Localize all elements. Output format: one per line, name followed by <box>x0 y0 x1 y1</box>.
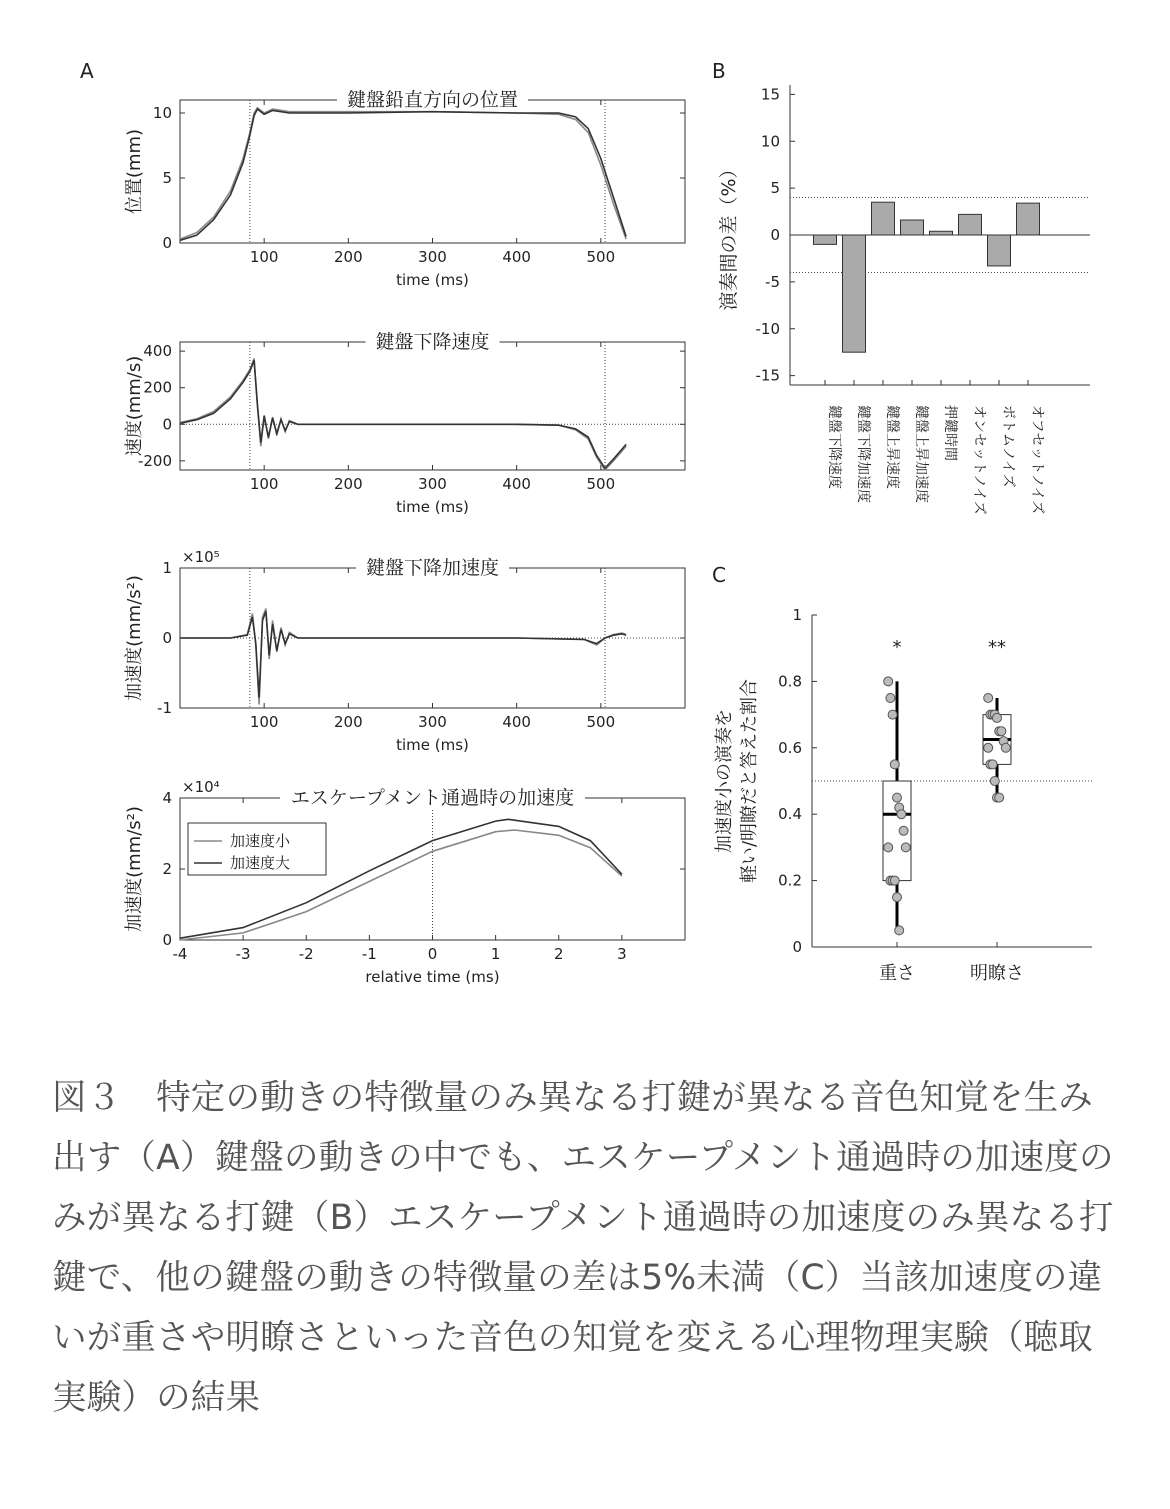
data-point <box>893 793 902 802</box>
x-tick-label: 400 <box>502 713 531 731</box>
data-point <box>893 893 902 902</box>
category-label: オンセットノイズ <box>971 405 987 515</box>
category-label: 鍵盤上昇加速度 <box>913 405 929 503</box>
data-point <box>899 826 908 835</box>
chart-perception-boxplot <box>714 606 1092 984</box>
y-axis-label: 演奏間の差（%） <box>718 159 740 311</box>
y-tick-label: -10 <box>755 319 780 338</box>
category-label: ボトムノイズ <box>1000 405 1016 488</box>
panel-label-c: C <box>712 563 726 587</box>
data-point <box>886 694 895 703</box>
x-axis-label: relative time (ms) <box>365 968 500 986</box>
y-tick-label: 5 <box>770 179 780 198</box>
x-axis-label: time (ms) <box>396 271 469 289</box>
y-tick-label: 0 <box>162 415 172 434</box>
chart-escapement-acceleration <box>124 778 685 986</box>
panel-label-a: A <box>80 59 94 83</box>
y-tick-label: 0.6 <box>778 738 802 757</box>
data-point <box>888 710 897 719</box>
legend-label: 加速度小 <box>230 832 291 850</box>
x-tick-label: 500 <box>586 713 616 731</box>
bar-2 <box>843 235 866 352</box>
x-tick-label: -2 <box>298 945 314 963</box>
y-axis-label: 加速度(mm/s²) <box>124 806 145 932</box>
axis-exponent: ×10⁴ <box>182 778 220 796</box>
figure-caption: 図３ 特定の動きの特徴量のみ異なる打鍵が異なる音色知覚を生み出す（A）鍵盤の動きの中でも、エスケープメント通過時の加速度のみが異なる打鍵（B）エスケープメント通過時の加速度のみ異なる打鍵で、他の鍵盤の動きの特徴量の差は5%未満（C）当該加速度の違いが重さや明瞭さといった音色の知覚を変える心理物理実験（聴取実験）の結果 <box>52 1078 1114 1418</box>
category-label: オフセットノイズ <box>1029 405 1045 515</box>
data-point <box>988 760 997 769</box>
x-tick-label: 0 <box>427 945 438 963</box>
category-label: 押鍵時間 <box>942 405 958 461</box>
data-point <box>995 793 1004 802</box>
data-point <box>897 810 906 819</box>
y-axis-label: 加速度(mm/s²) <box>124 575 145 701</box>
y-tick-label: 0 <box>162 234 172 252</box>
x-tick-label: 2 <box>553 945 564 963</box>
bar-8 <box>1017 203 1040 235</box>
x-tick-label: 500 <box>586 248 616 266</box>
significance-marker: * <box>892 637 902 658</box>
y-tick-label: -1 <box>157 699 172 717</box>
series-line-a <box>180 609 626 705</box>
y-tick-label: 1 <box>162 559 172 577</box>
y-axis-label: 軽い/明瞭だと答えた割合 <box>739 678 760 884</box>
chart-feature-difference-bars <box>718 85 1090 515</box>
x-tick-label: 100 <box>249 248 279 266</box>
x-tick-label: 100 <box>249 475 279 493</box>
data-point <box>990 777 999 786</box>
category-label: 鍵盤下降速度 <box>826 405 842 489</box>
y-tick-label: 0 <box>162 931 172 949</box>
bar-4 <box>901 220 924 235</box>
y-tick-label: 0 <box>792 938 802 956</box>
x-tick-label: 100 <box>249 713 279 731</box>
x-tick-label: -1 <box>361 945 377 963</box>
x-tick-label: 200 <box>334 248 363 266</box>
plot-frame <box>180 100 685 243</box>
category-label: 鍵盤下降加速度 <box>855 405 871 503</box>
y-tick-label: 0.8 <box>778 672 802 691</box>
bar-7 <box>988 235 1011 266</box>
chart-position <box>124 88 685 289</box>
x-tick-label: 400 <box>502 248 531 266</box>
y-tick-label: 0 <box>770 226 780 244</box>
y-axis-label: 位置(mm) <box>124 128 145 215</box>
x-tick-label: 200 <box>334 475 363 493</box>
y-tick-label: 15 <box>760 85 780 104</box>
axis-exponent: ×10⁵ <box>182 548 220 566</box>
x-tick-label: 1 <box>490 945 501 963</box>
data-point <box>1001 743 1010 752</box>
data-point <box>984 694 993 703</box>
y-tick-label: -15 <box>755 366 780 385</box>
y-tick-label: 200 <box>143 378 172 397</box>
x-axis-label: time (ms) <box>396 736 469 754</box>
y-tick-label: 0 <box>162 629 172 647</box>
series-line-b <box>180 611 626 697</box>
x-tick-label: 300 <box>418 248 447 266</box>
y-tick-label: -200 <box>137 451 172 470</box>
data-point <box>890 876 899 885</box>
legend-label: 加速度大 <box>230 854 291 872</box>
chart-title: 鍵盤下降速度 <box>375 331 490 353</box>
data-point <box>884 677 893 686</box>
chart-title: エスケープメント通過時の加速度 <box>290 787 575 809</box>
x-tick-label: 3 <box>617 945 627 963</box>
y-axis-label: 加速度小の演奏を <box>714 709 735 853</box>
data-point <box>895 926 904 935</box>
bar-6 <box>959 214 982 235</box>
chart-acceleration <box>124 548 685 754</box>
y-tick-label: 5 <box>162 169 172 187</box>
series-line-a <box>180 108 626 239</box>
chart-title: 鍵盤鉛直方向の位置 <box>346 89 519 111</box>
data-point <box>984 743 993 752</box>
x-tick-label: -4 <box>172 945 188 963</box>
x-axis-label: time (ms) <box>396 498 469 516</box>
y-axis-label: 速度(mm/s) <box>124 355 145 457</box>
bar-5 <box>930 231 953 235</box>
plot-frame <box>180 342 685 470</box>
x-tick-label: -3 <box>235 945 251 963</box>
bar-1 <box>814 235 837 244</box>
chart-title: 鍵盤下降加速度 <box>365 557 500 579</box>
data-point <box>884 843 893 852</box>
panel-label-b: B <box>712 59 726 83</box>
category-label: 重さ <box>879 963 915 984</box>
x-tick-label: 500 <box>586 475 616 493</box>
y-tick-label: 400 <box>143 342 172 361</box>
y-tick-label: 10 <box>760 132 780 151</box>
category-label: 鍵盤上昇速度 <box>884 405 900 489</box>
series-line-b <box>180 109 626 240</box>
data-point <box>890 760 899 769</box>
data-point <box>901 843 910 852</box>
series-line-b <box>180 360 626 468</box>
data-point <box>997 727 1006 736</box>
y-tick-label: 4 <box>162 789 172 807</box>
category-label: 明瞭さ <box>970 963 1024 984</box>
y-tick-label: 0.2 <box>778 871 802 890</box>
x-tick-label: 300 <box>418 475 447 493</box>
y-tick-label: 10 <box>152 104 172 122</box>
data-point <box>993 713 1002 722</box>
y-tick-label: 2 <box>162 860 172 878</box>
chart-velocity <box>124 330 685 516</box>
y-tick-label: 0.4 <box>778 805 802 824</box>
x-tick-label: 400 <box>502 475 531 493</box>
y-tick-label: -5 <box>765 272 780 291</box>
x-tick-label: 300 <box>418 713 447 731</box>
significance-marker: ** <box>988 637 1006 658</box>
bar-3 <box>872 202 895 235</box>
y-tick-label: 1 <box>792 606 802 624</box>
x-tick-label: 200 <box>334 713 363 731</box>
